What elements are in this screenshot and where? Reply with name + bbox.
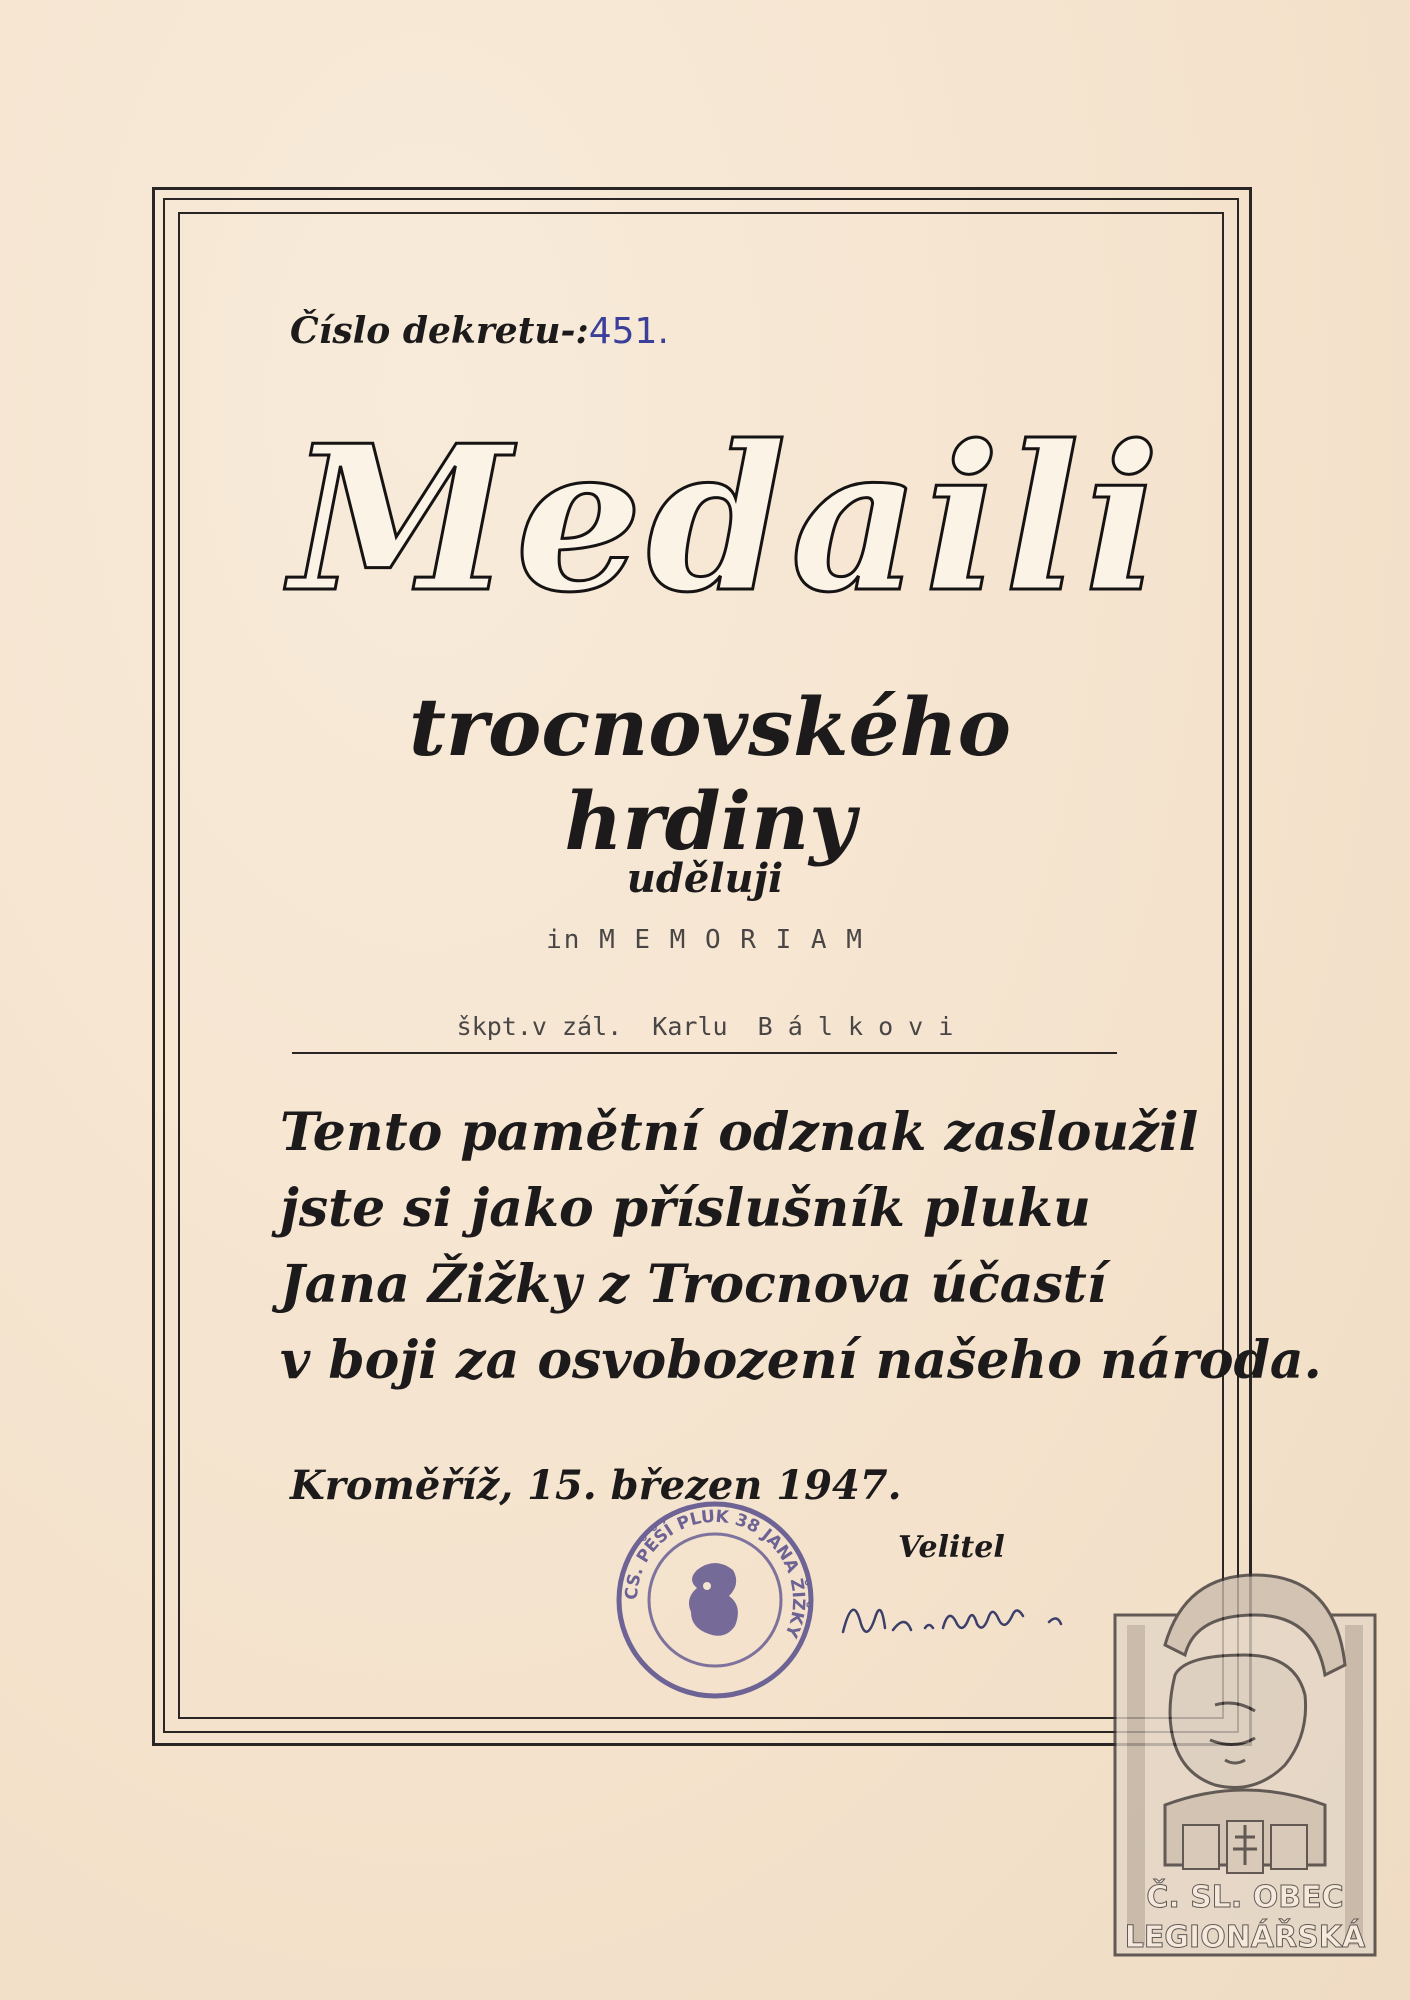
grant-word: uděluji [626, 855, 784, 902]
citation-line-1: Tento pamětní odznak zasloužil [280, 1102, 1199, 1163]
legion-watermark-logo [1105, 1525, 1385, 1965]
commander-signature [835, 1570, 1095, 1650]
citation-text [280, 1095, 1322, 1399]
decree-label: Číslo dekretu-: [290, 310, 589, 352]
citation-line-2: jste si jako příslušník pluku [280, 1178, 1091, 1239]
decree-number: 451. [588, 311, 669, 352]
recipient-underline [292, 1052, 1117, 1054]
watermark-line-2: LEGIONÁŘSKÁ [1124, 1920, 1366, 1955]
citation-line-3: Jana Žižky z Trocnova účastí [280, 1254, 1107, 1315]
citation-line-4: v boji za osvobození našeho národa. [280, 1330, 1322, 1391]
certificate-subtitle: trocnovského hrdiny [408, 680, 1012, 868]
recipient-name: škpt.v zál. Karlu B á l k o v i [456, 1012, 954, 1041]
commander-label: Velitel [898, 1530, 1005, 1565]
certificate-title: Medaili [290, 402, 1164, 637]
place-and-date: Kroměříž, 15. březen 1947. [290, 1462, 902, 1509]
official-stamp [615, 1500, 815, 1700]
watermark-line-1: Č. SL. OBEC [1146, 1880, 1344, 1915]
lion-emblem-icon [689, 1563, 738, 1636]
decree-number-line [290, 310, 669, 352]
in-memoriam: in M E M O R I A M [546, 925, 864, 955]
stamp-text: CS. PĚŠÍ PLUK 38 JANA ŽIŽKY [621, 1506, 809, 1641]
